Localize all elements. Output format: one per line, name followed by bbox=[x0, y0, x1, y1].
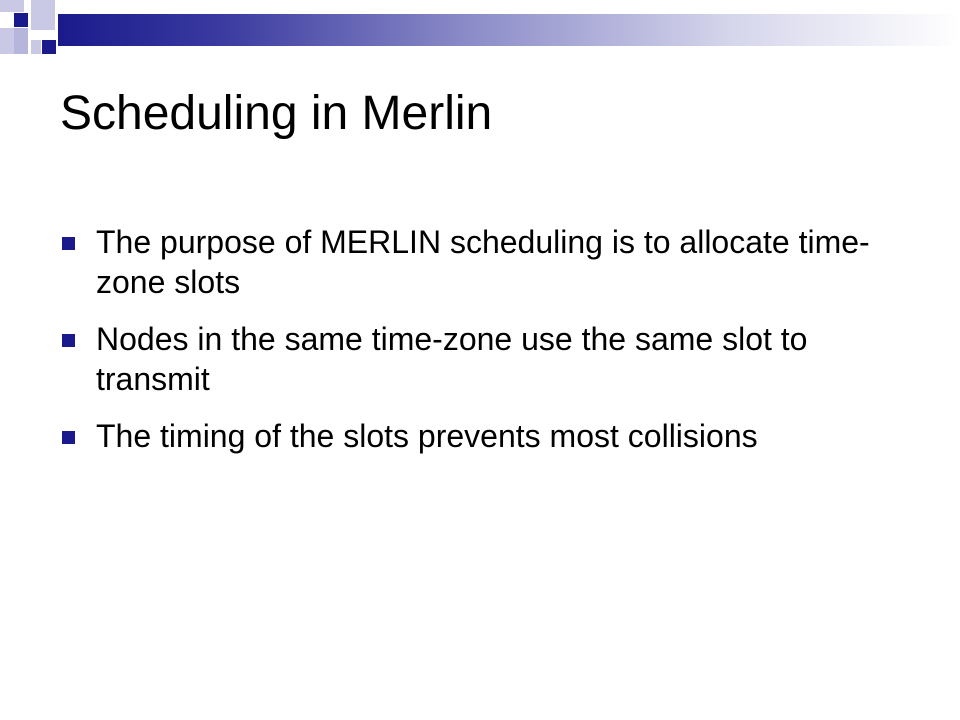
decor-square bbox=[14, 28, 28, 54]
bullet-item bbox=[60, 319, 900, 399]
bullet-item bbox=[60, 222, 900, 302]
bullet-item bbox=[60, 416, 900, 456]
decor-square bbox=[31, 40, 41, 54]
bullet-text: The timing of the slots prevents most collisions bbox=[96, 418, 758, 454]
decor-square bbox=[14, 13, 28, 27]
bullet-text: The purpose of MERLIN scheduling is to allocate time-zone slots bbox=[96, 224, 870, 300]
bullet-text: Nodes in the same time-zone use the same slot to transmit bbox=[96, 321, 808, 397]
decor-square bbox=[0, 28, 14, 54]
square-bullet-icon bbox=[62, 431, 75, 444]
decor-square bbox=[31, 0, 55, 30]
slide-title: Scheduling in Merlin bbox=[60, 87, 493, 140]
decor-square bbox=[42, 40, 56, 54]
square-bullet-icon bbox=[62, 334, 75, 347]
decor-square bbox=[0, 0, 24, 12]
square-bullet-icon bbox=[62, 237, 75, 250]
header-gradient-bar bbox=[58, 14, 960, 46]
bullet-list bbox=[60, 222, 900, 473]
